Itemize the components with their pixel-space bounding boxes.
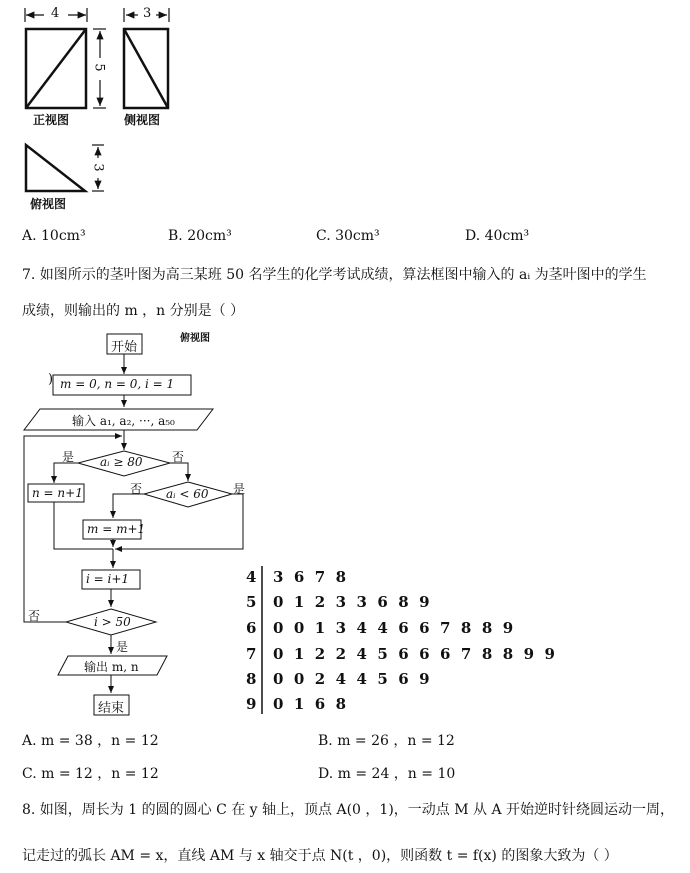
top-depth-label: 3	[90, 163, 106, 172]
stem-label: 4	[246, 568, 257, 586]
side-view	[124, 29, 168, 108]
flow-no-3: 否	[28, 609, 41, 623]
q6-option-d: D. 40cm³	[465, 228, 530, 244]
stray-mark: )	[48, 372, 54, 387]
flow-cond1-label: aᵢ ≥ 80	[100, 455, 143, 469]
flow-yes-1: 是	[62, 450, 75, 464]
flow-i-update-label: i = i+1	[86, 572, 130, 586]
leaf-row: 0 0 1 3 4 4 6 6 7 8 8 9	[273, 619, 514, 637]
q6-option-c: C. 30cm³	[316, 228, 380, 244]
top-view	[26, 145, 85, 191]
flow-input-label: 输入 a₁, a₂, ···, a₅₀	[72, 414, 175, 428]
flow-n-update-label: n = n+1	[32, 486, 83, 500]
q7-option-c: C. m = 12 ，n = 12	[22, 766, 159, 782]
stem-label: 5	[246, 593, 257, 611]
stem-label: 6	[246, 619, 257, 637]
leaf-row: 0 1 6 8	[273, 695, 347, 713]
flow-init-label: m = 0, n = 0, i = 1	[60, 377, 175, 391]
q8-text-line1: 8. 如图，周长为 1 的圆的圆心 C 在 y 轴上，顶点 A(0 ，1)，一动点 M 从 A 开始逆时针绕圆运动一周，	[22, 802, 675, 818]
side-width-label: 3	[143, 6, 152, 21]
front-view	[26, 29, 86, 108]
q7-text-line1: 7. 如图所示的茎叶图为高三某班 50 名学生的化学考试成绩，算法框图中输入的 aᵢ 为茎叶图中的学生	[22, 267, 647, 283]
leaf-row: 0 0 2 4 4 5 6 9	[273, 670, 430, 688]
q6-option-b: B. 20cm³	[168, 228, 232, 244]
flow-m-update-label: m = m+1	[87, 522, 146, 536]
top-view-caption: 俯视图	[30, 197, 67, 211]
q7-option-d: D. m = 24 ，n = 10	[318, 766, 456, 782]
flow-cond2-label: aᵢ < 60	[166, 487, 209, 501]
flow-output-label: 输出 m, n	[84, 660, 139, 674]
stray-caption: 俯视图	[180, 333, 210, 344]
q8-text-line2: 记走过的弧长 AM = x，直线 AM 与 x 轴交于点 N(t ，0)，则函数 t = f(x) 的图象大致为（ ）	[22, 848, 618, 864]
leaf-row: 3 6 7 8	[273, 568, 347, 586]
flow-yes-2: 是	[233, 482, 246, 496]
front-view-caption: 正视图	[33, 113, 70, 127]
q7-text-line2: 成绩，则输出的 m ，n 分别是（ ）	[22, 303, 245, 319]
flow-cond3-label: i > 50	[94, 615, 131, 629]
front-width-label: 4	[51, 6, 60, 21]
stem-label: 7	[246, 645, 257, 663]
q7-option-b: B. m = 26 ，n = 12	[318, 733, 455, 749]
flow-no-1: 否	[172, 450, 185, 464]
stem-label: 8	[246, 670, 257, 688]
height-label: 5	[91, 63, 107, 72]
q7-option-a: A. m = 38 ，n = 12	[22, 733, 159, 749]
flow-yes-3: 是	[116, 640, 129, 654]
stem-label: 9	[246, 695, 257, 713]
q6-option-a: A. 10cm³	[22, 228, 86, 244]
side-view-caption: 侧视图	[124, 113, 161, 127]
flow-start-label: 开始	[111, 340, 138, 355]
leaf-row: 0 1 2 2 4 5 6 6 6 7 8 8 9 9	[273, 645, 555, 663]
flow-no-2: 否	[130, 482, 143, 496]
leaf-row: 0 1 2 3 3 6 8 9	[273, 593, 430, 611]
flow-end-label: 结束	[98, 701, 125, 716]
